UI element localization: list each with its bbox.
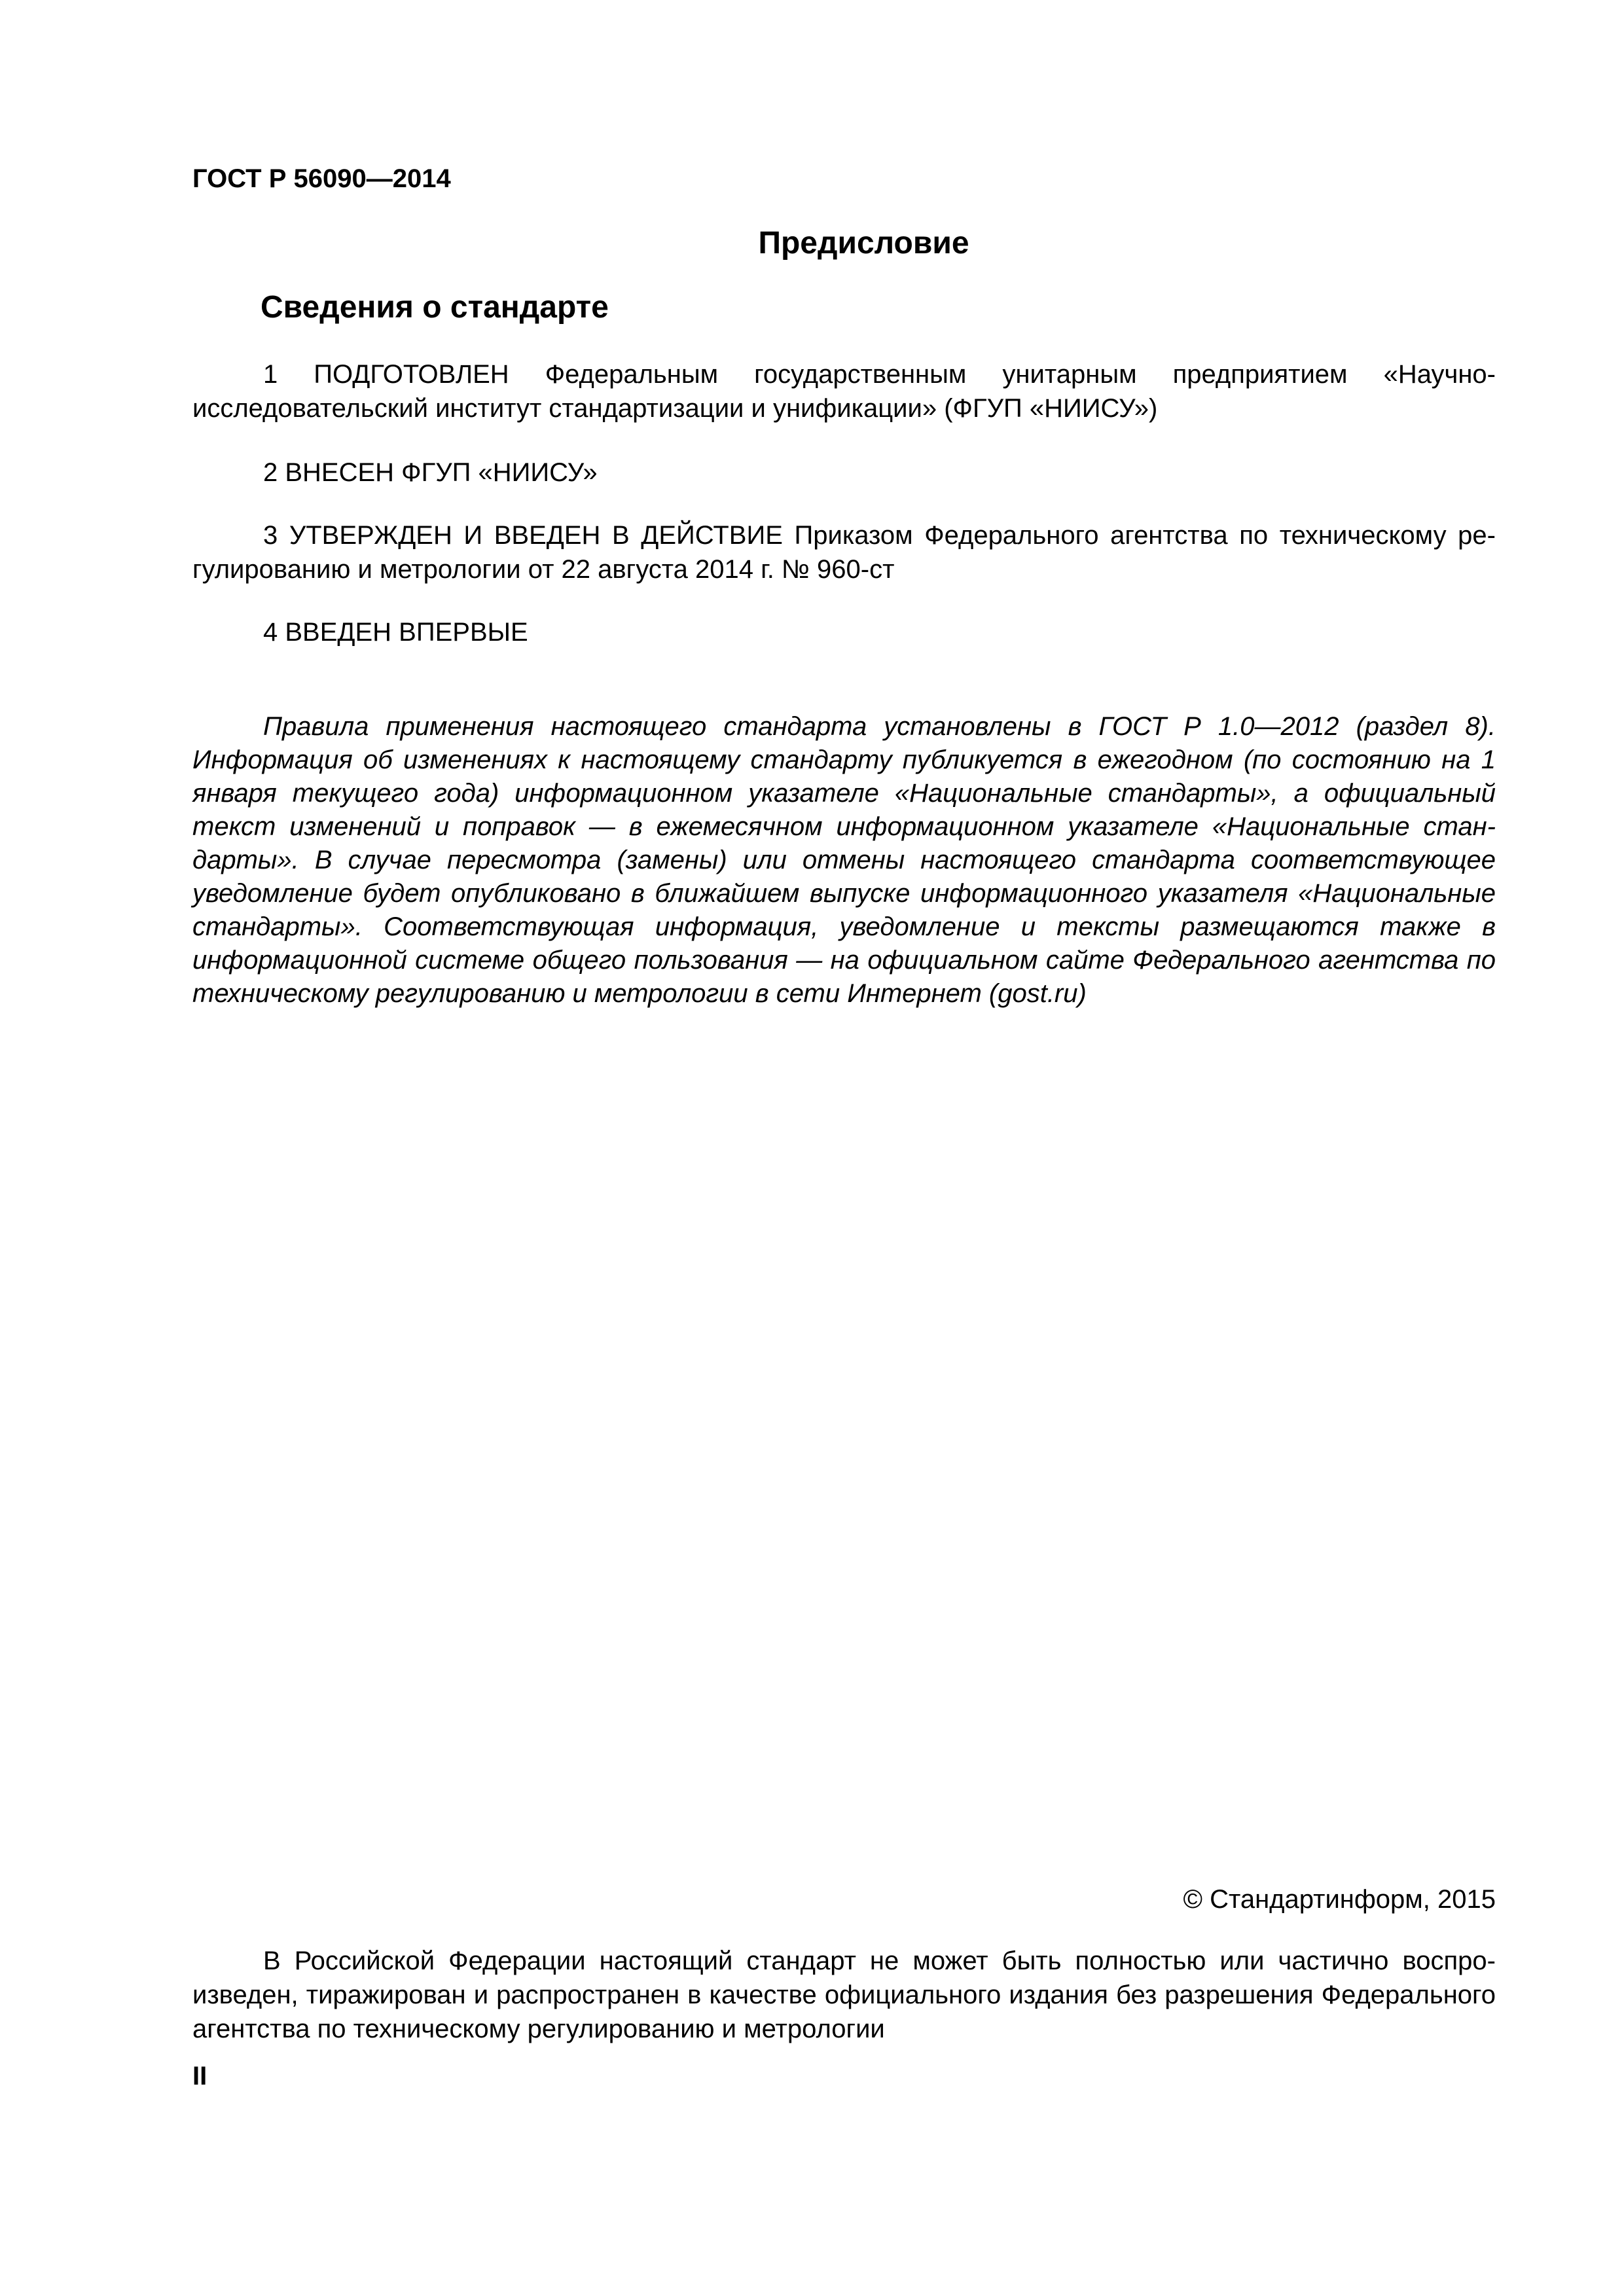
- section-title: Сведения о стандарте: [261, 290, 609, 325]
- preface-item-approved: 3 УТВЕРЖДЕН И ВВЕДЕН В ДЕЙСТВИЕ Приказом Федерального агентства по техническому регулированию и метрологии от 22 августа 2014 г. № 960-ст: [192, 521, 1496, 584]
- preface-item-prepared: 1 ПОДГОТОВЛЕН Федеральным государственным унитарным предприятием «Научно-исследовательский институт стандартизации и унификации» (ФГУП «НИИСУ»): [192, 360, 1496, 423]
- preface-title-text: Предисловие: [758, 226, 969, 260]
- preface-item-introduced: 2 ВНЕСЕН ФГУП «НИИСУ»: [263, 458, 598, 487]
- preface-item-first-introduced: 4 ВВЕДЕН ВПЕРВЫЕ: [263, 618, 528, 647]
- document-code: ГОСТ Р 56090—2014: [192, 164, 451, 193]
- rules-note-paragraph: Правила применения настоящего стандарта установлены в ГОСТ Р 1.0—2012 (раздел 8). Информация об изменениях к настоящему стандарту публикуется в ежегодном (по состоянию на 1 января текущего года) информационном указателе «Национальные стандарты», а официальный текст изменений и поправок — в ежемесячном информационном указателе «Национальные стандарты». В случае пересмотра (замены) или отмены настоящего стандарта соответствующее уведомление будет опубликовано в ближайшем выпуске информационного указателя «Национальные стандарты». Соответствующая информация, уведомление и тексты размещаются также в информационной системе общего пользования — на официальном сайте Федерального агентства по техническому регулированию и метрологии в сети Интернет (gost.ru): [192, 712, 1496, 1008]
- copyright-line: © Стандартинформ, 2015: [1183, 1885, 1496, 1914]
- preface-title: [192, 224, 1496, 263]
- reproduction-notice: В Российской Федерации настоящий стандарт не может быть полностью или частично воспроизведен, тиражирован и распространен в качестве официального издания без разрешения Федерального агентства по техническому регулированию и метрологии: [192, 1946, 1496, 2043]
- page-number: II: [192, 2062, 208, 2090]
